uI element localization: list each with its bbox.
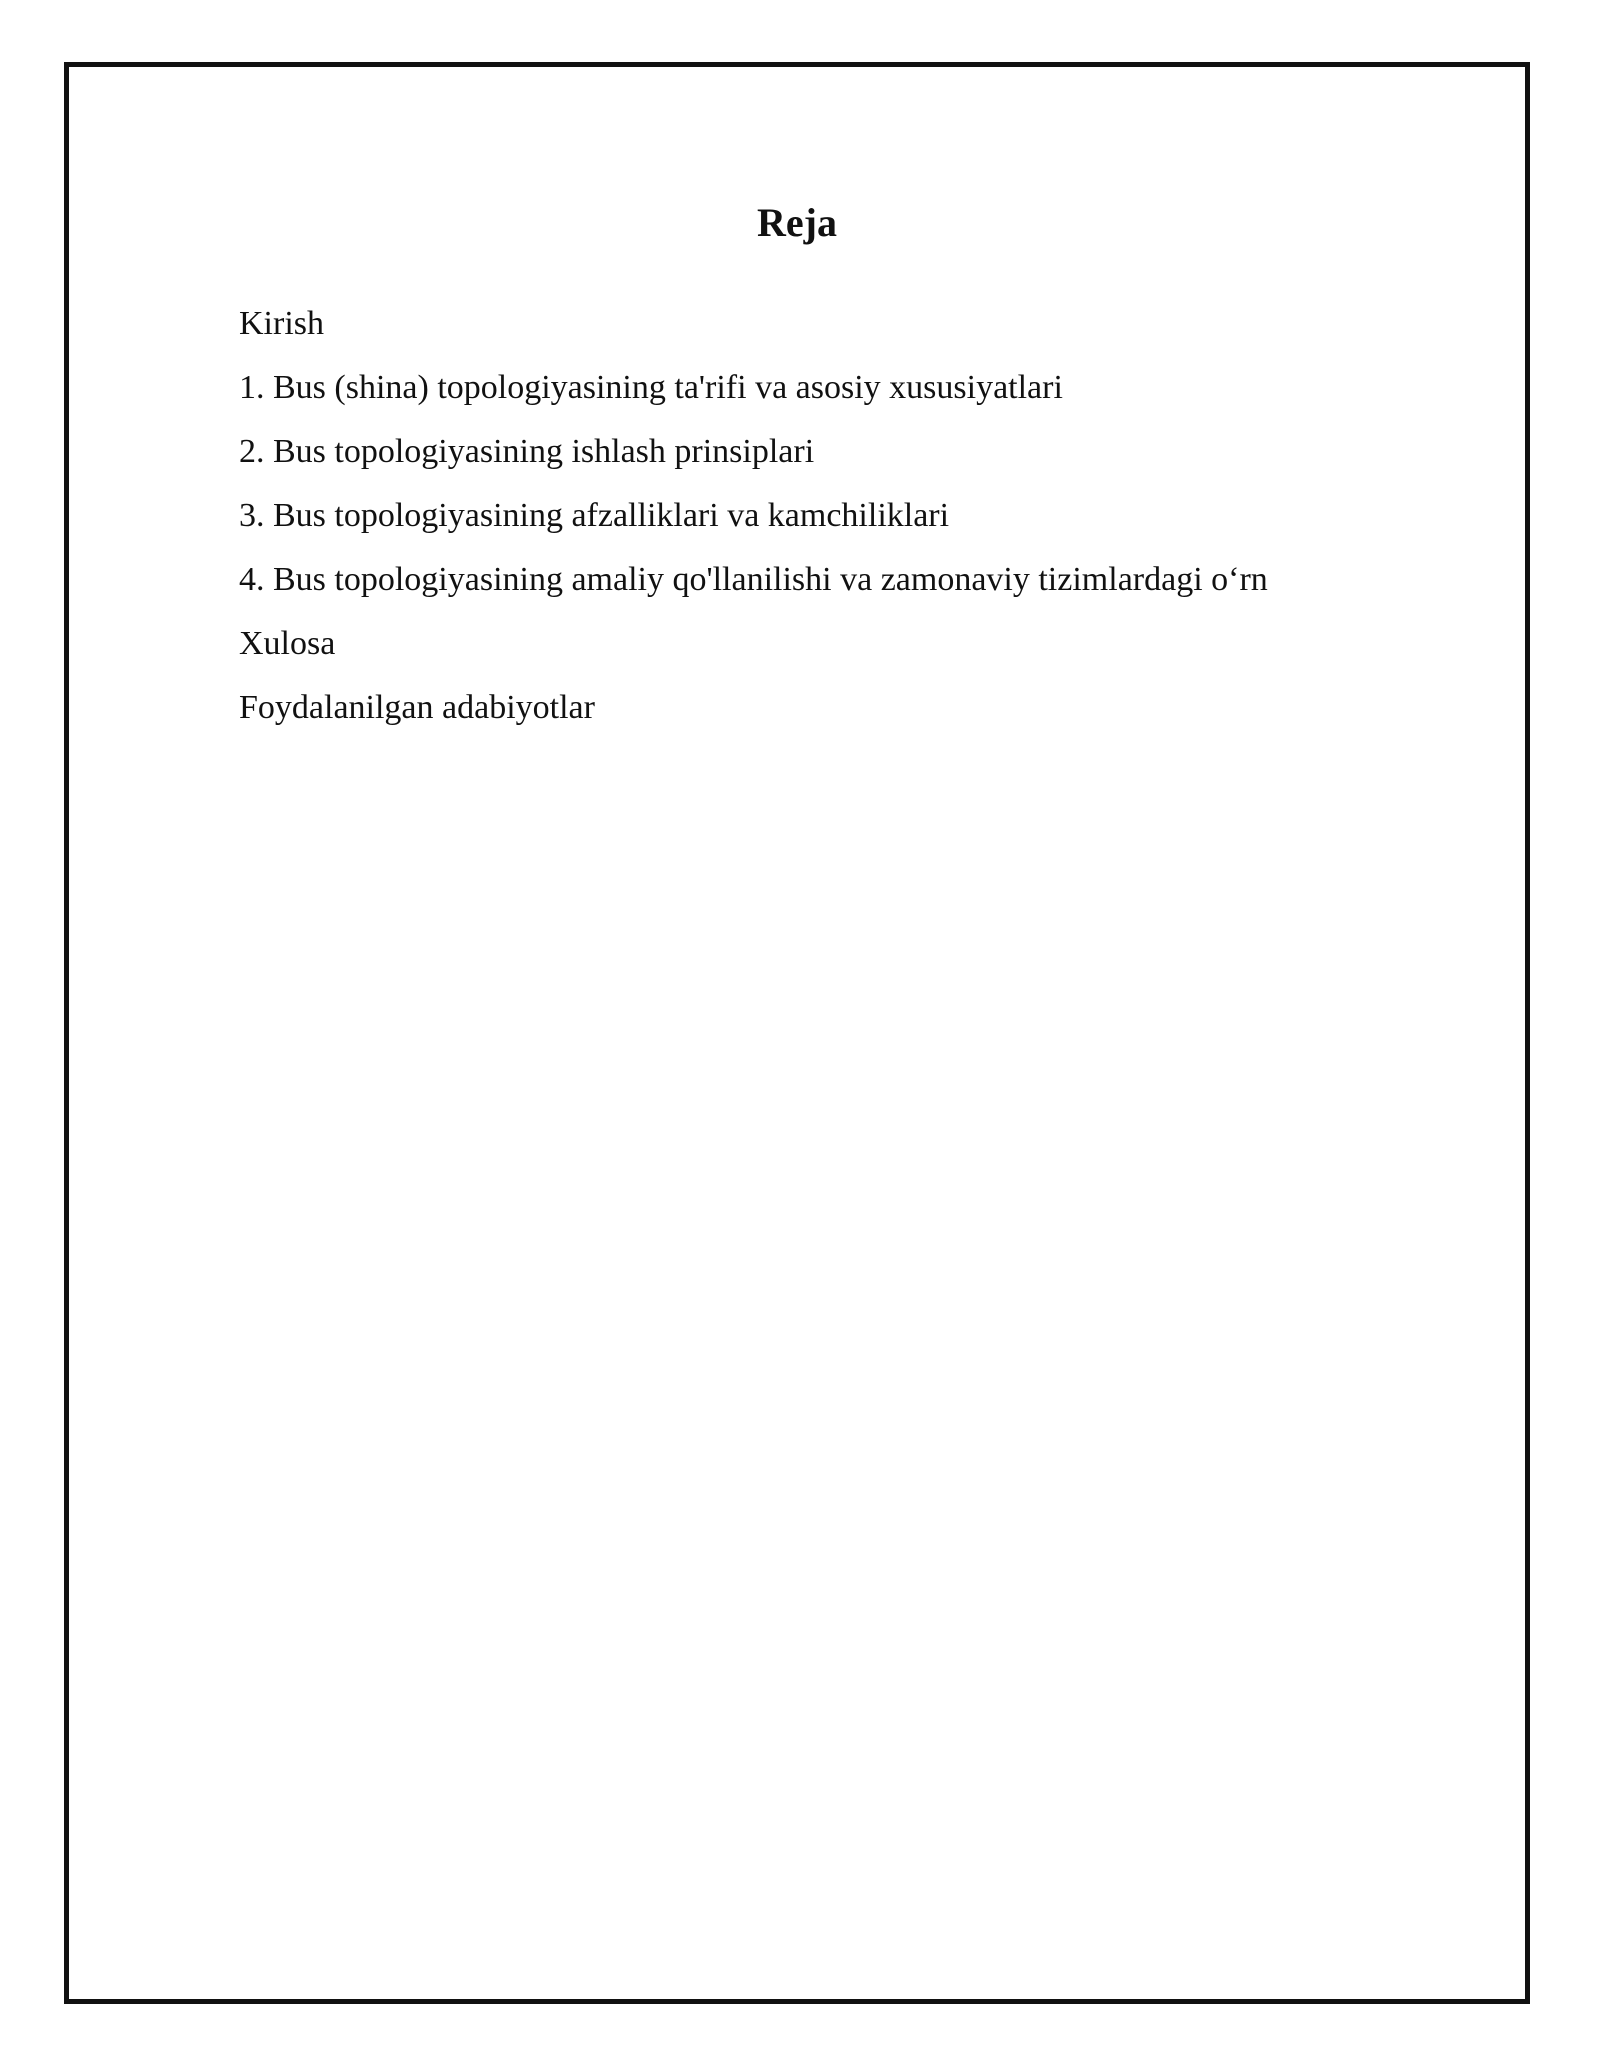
toc-item-conclusion: Xulosa [239,625,336,662]
toc-item-1: 1. Bus (shina) topologiyasining ta'rifi va asosiy xususiyatlari [239,369,1063,406]
toc-item-2: 2. Bus topologiyasining ishlash prinsiplari [239,433,815,470]
toc-item-intro: Kirish [239,305,324,342]
toc-item-4: 4. Bus topologiyasining amaliy qo'llanilishi va zamonaviy tizimlardagi o‘rn [239,561,1268,598]
page-border [64,62,1530,2004]
toc-item-3: 3. Bus topologiyasining afzalliklari va kamchiliklari [239,497,950,534]
toc-item-references: Foydalanilgan adabiyotlar [239,689,595,726]
table-of-contents [239,292,1268,740]
page-title: Reja [757,200,837,245]
